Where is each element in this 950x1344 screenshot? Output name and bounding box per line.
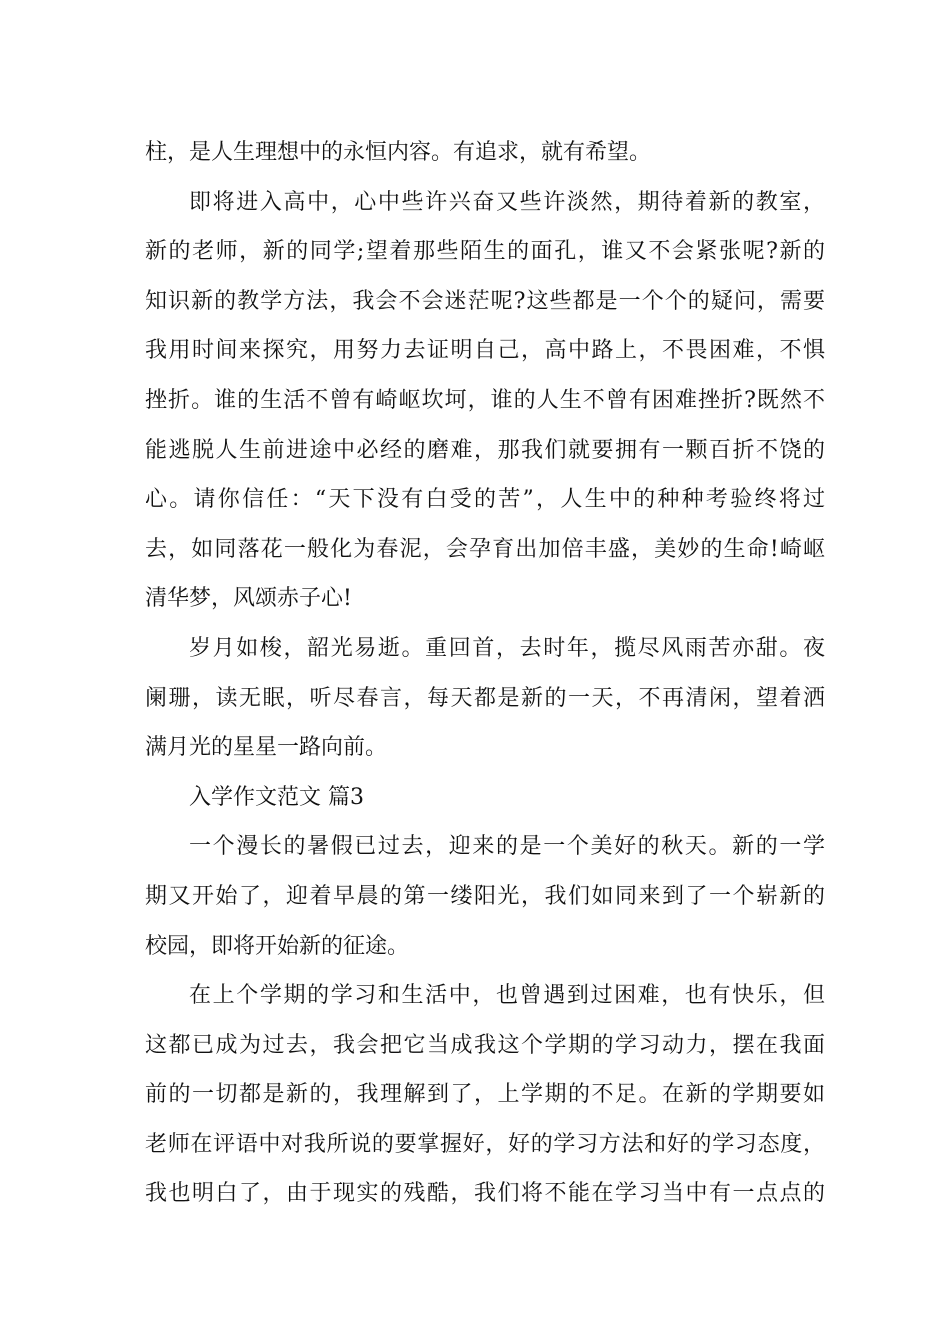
paragraph-start-line: 即将进入高中，心中些许兴奋又些许淡然，期待着新的教室， <box>189 189 825 215</box>
paragraph-start-line: 岁月如梭，韶光易逝。重回首，去时年，揽尽风雨苦亦甜。夜 <box>189 635 825 661</box>
text-line: 前的一切都是新的，我理解到了，上学期的不足。在新的学期要如 <box>145 1082 825 1108</box>
document-body <box>145 128 825 1219</box>
text-line: 挫折。谁的生活不曾有崎岖坎坷，谁的人生不曾有困难挫折?既然不 <box>145 387 825 413</box>
section-heading: 入学作文范文 篇3 <box>189 784 364 810</box>
text-line: 我用时间来探究，用努力去证明自己，高中路上，不畏困难，不惧 <box>145 338 825 364</box>
text-line: 清华梦，风颂赤子心! <box>145 586 352 612</box>
text-line: 去，如同落花一般化为春泥，会孕育出加倍丰盛，美妙的生命!崎岖 <box>145 536 825 562</box>
text-line: 能逃脱人生前进途中必经的磨难，那我们就要拥有一颗百折不饶的 <box>145 437 825 463</box>
paragraph-start-line: 一个漫长的暑假已过去，迎来的是一个美好的秋天。新的一学 <box>189 834 825 860</box>
text-line: 期又开始了，迎着早晨的第一缕阳光，我们如同来到了一个崭新的 <box>145 883 825 909</box>
text-line: 这都已成为过去，我会把它当成我这个学期的学习动力，摆在我面 <box>145 1032 825 1058</box>
text-line: 满月光的星星一路向前。 <box>145 735 388 761</box>
text-line: 新的老师，新的同学;望着那些陌生的面孔，谁又不会紧张呢?新的 <box>145 239 825 265</box>
text-line: 校园，即将开始新的征途。 <box>145 933 410 959</box>
text-line: 柱，是人生理想中的永恒内容。有追求，就有希望。 <box>145 140 652 165</box>
text-line: 我也明白了，由于现实的残酷，我们将不能在学习当中有一点点的 <box>145 1181 825 1207</box>
text-line: 老师在评语中对我所说的要掌握好，好的学习方法和好的学习态度， <box>145 1131 825 1157</box>
text-line: 心。请你信任：“天下没有白受的苦”，人生中的种种考验终将过 <box>145 487 825 513</box>
text-line: 知识新的教学方法，我会不会迷茫呢?这些都是一个个的疑问，需要 <box>145 288 825 314</box>
paragraph-start-line: 在上个学期的学习和生活中，也曾遇到过困难，也有快乐，但 <box>189 983 825 1009</box>
text-line: 阑珊，读无眠，听尽春言，每天都是新的一天，不再清闲，望着洒 <box>145 685 825 711</box>
